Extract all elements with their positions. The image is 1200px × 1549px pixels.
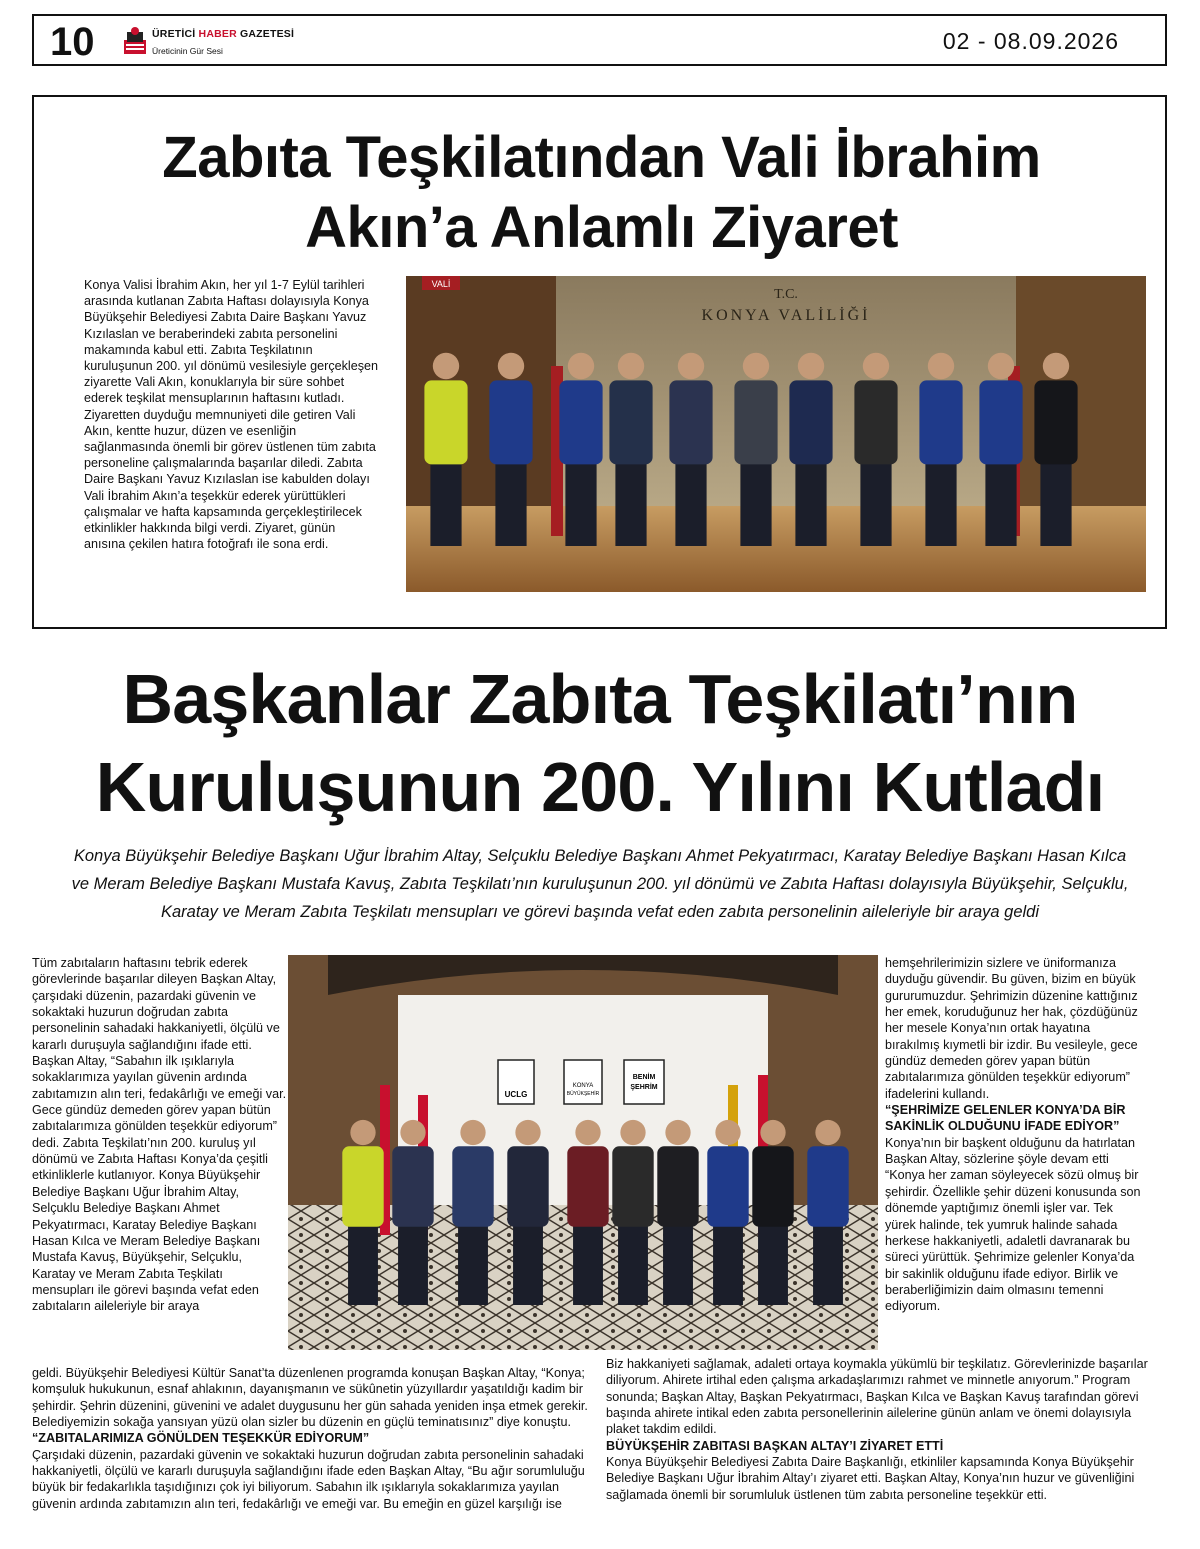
photo-person xyxy=(452,1120,493,1305)
paragraph: Çarşıdaki düzenin, pazardaki güvenin ve sokaktaki huzurun doğrudan zabıta personelinin sahadaki hakkaniyetli, ölçülü ve kararlı duruşuyla sağlandığını ifade eden Başkan Altay, “Bu ağır sorumluluğu büyük bir fedakarlıkla taşıdığınızı çok iyi biliyorum. Sabahın ilk ışıklarıyla sokaklarımıza yayılan güvenin ardında zabıtamızın alın teri, fedakârlığı ve emeği var. Bu emeğin en güzel karşılığı ise xyxy=(32,1447,585,1511)
subheading: BÜYÜKŞEHİR ZABITASI BAŞKAN ALTAY’I ZİYARET ETTİ xyxy=(606,1438,944,1453)
article2-column-bottom-right xyxy=(606,1356,1166,1503)
article2-column-right xyxy=(885,955,1147,1315)
page-header xyxy=(32,14,1167,66)
headline-line: Başkanlar Zabıta Teşkilatı’nın xyxy=(122,660,1078,738)
photo-person xyxy=(424,353,467,546)
paragraph: Konya Büyükşehir Belediyesi Zabıta Daire Başkanlığı, etkinliler kapsamında Konya Büyükşehir Belediye Başkanı Uğur İbrahim Altay’ı ziyaret etti. Başkan Altay, Konya’nın huzur ve güvenliğini sağlamada önemli bir sorumluluk üstlenen tüm zabıta personeline teşekkür etti. xyxy=(606,1455,1135,1502)
paragraph: geldi. Büyükşehir Belediyesi Kültür Sanat’ta düzenlenen programda konuşan Başkan Altay, “Konya; komşuluk hukukunun, esnaf ahlakının, dayanışmanın ve sükûnetin yüzyıllardır yaşatıldığı kadim bir şehirdir. Şehrin düzenini, güvenini ve adalet duygusunu her gün sahada yeniden inşa etmek gerekir. Belediyemizin sokağa yansıyan yüzü olan sizler bu düzenin en güçlü teminatısınız” diye konuştu. xyxy=(32,1366,588,1430)
photo-person xyxy=(979,353,1022,546)
article2-lead: Konya Büyükşehir Belediye Başkanı Uğur İbrahim Altay, Selçuklu Belediye Başkanı Ahmet Pekyatırmacı, Karatay Belediye Başkanı Hasan Kılca ve Meram Belediye Başkanı Mustafa Kavuş, Zabıta Teşkilatı’nın kuruluşunun 200. yıl dönümü ve Zabıta Haftası dolayısıyla Büyükşehir, Selçuklu, Karatay ve Meram Zabıta Teşkilatı mensupları ve görevi başında vefat eden zabıta personelinin aileleriyle bir araya geldi xyxy=(71,847,1129,921)
photo-person xyxy=(752,1120,793,1305)
photo-person xyxy=(669,353,712,546)
photo-person xyxy=(919,353,962,546)
headline-line: Akın’a Anlamlı Ziyaret xyxy=(305,195,898,260)
newspaper-name xyxy=(152,28,294,40)
photo-sign-text: VALİ xyxy=(431,279,451,289)
article-vali-visit xyxy=(32,95,1167,629)
paragraph: Konya’nın bir başkent olduğunu da hatırlatan Başkan Altay, sözlerine şöyle devam etti “Konya her zaman söyleyecek sözü olmuş bir şehirdir. Özellikle şehir düzeni konusunda son dönemde yaptığımız önemli işler var. Tek yürek halinde, tek yumruk halinde sahada herkese hakkaniyetli, adaletli davranarak bu süreci yürüttük. Şehrimize gelenler Konya’da bir sakinlik olduğunu ifade ediyor. Birlik ve beraberliğimizin daim olmasını temenni ediyorum. xyxy=(885,1135,1141,1314)
photo-person xyxy=(734,353,777,546)
photo-person xyxy=(789,353,832,546)
paper-name-part: ÜRETİCİ xyxy=(152,28,199,40)
photo-logo-text: UCLG xyxy=(504,1090,528,1099)
article2-column-left: Tüm zabıtaların haftasını tebrik ederek görevlerinde başarılar dileyen Başkan Altay, çarşıdaki düzenin, pazardaki güvenin ve sokaktaki huzurun doğrudan zabıta personelinin sahadaki hakkaniyetli, ölçülü ve kararlı duruşuyla sağlandığını ifade etti. Başkan Altay, “Sabahın ilk ışıklarıyla sokaklarımıza yayılan güvenin ardında zabıtamızın alın teri, fedakârlığı ve emeği var. Gece gündüz demeden görev yapan bütün zabıtalarımıza gönülden teşekkür ediyorum” dedi. Zabıta Teşkilatı’nın 200. kuruluş yıl dönümü ve Zabıta Haftası Konya’da çeşitli etkinliklerle kutlanıyor. Konya Büyükşehir Belediye Başkanı Uğur İbrahim Altay, Selçuklu Belediye Başkanı Ahmet Pekyatırmacı, Karatay Belediye Başkanı Hasan Kılca ve Meram Belediye Başkanı Mustafa Kavuş, Büyükşehir, Selçuklu, Karatay ve Meram Zabıta Teşkilatı mensupları ile görevi başında vefat eden zabıtaların aileleriyle bir araya xyxy=(32,956,287,1314)
photo-person xyxy=(507,1120,548,1305)
paragraph: hemşehrilerimizin sizlere ve üniformanıza duyduğu güvendir. Bu güven, bizim en büyük gururumuzdur. Şehrimizin düzenine kattığınız her emek, koruduğunuz her hak, çözdüğünüz her mesele Konya’nın ortak hayatına bırakılmış kıymetli bir izdir. Bu vesileyle, gece gündüz demeden görev yapan bütün zabıtalarımıza gönülden teşekkür ediyorum” ifadelerini kullandı. xyxy=(885,956,1138,1101)
photo-wall-text: KONYA VALİLİĞİ xyxy=(701,307,871,324)
article1-headline xyxy=(34,123,1169,263)
paragraph: Biz hakkaniyeti sağlamak, adaleti ortaya koymakla yükümlü bir teşkilatız. Görevlerinizde başarılar diliyorum. Ahirete irtihal eden çalışma arkadaşlarımızı rahmet ve minnetle anıyorum.” Program sonunda; Başkan Altay, Başkan Pekyatırmacı, Başkan Kılca ve Başkan Kavuş tarafından görevi başında ahirete intikal eden zabıta personellerinin ailelerine günün anlam ve önemi dolayısıyla plaket takdim edildi. xyxy=(606,1357,1148,1437)
headline-line: Zabıta Teşkilatından Vali İbrahim xyxy=(162,125,1041,190)
article2-headline xyxy=(0,655,1200,831)
paper-name-highlight: HABER xyxy=(198,28,237,40)
photo-person xyxy=(854,353,897,546)
paper-name-part: GAZETESİ xyxy=(236,28,295,40)
photo-logo-text: ŞEHRİM xyxy=(630,1084,658,1091)
issue-date: 02 - 08.09.2026 xyxy=(942,28,1119,54)
photo-logo-text: KONYA xyxy=(572,1083,594,1089)
subheading: “ŞEHRİMİZE GELENLER KONYA’DA BİR SAKİNLİK OLDUĞUNU İFADE EDİYOR” xyxy=(885,1103,1126,1134)
newspaper-slogan: Üreticinin Gür Sesi xyxy=(152,46,223,56)
photo-person xyxy=(342,1120,383,1305)
subheading: “ZABITALARIMIZA GÖNÜLDEN TEŞEKKÜR EDİYORUM” xyxy=(32,1431,370,1446)
photo-wall-text: T.C. xyxy=(774,287,798,302)
photo-logo-text: BENİM xyxy=(632,1074,656,1081)
photo-person xyxy=(657,1120,698,1305)
page-number: 10 xyxy=(50,20,95,64)
photo-person xyxy=(567,1120,608,1305)
article1-photo xyxy=(406,276,1146,592)
article1-body: Konya Valisi İbrahim Akın, her yıl 1-7 Eylül tarihleri arasında kutlanan Zabıta Haftası dolayısıyla Konya Büyükşehir Belediyesi Zabıta Daire Başkanı Yavuz Kızılaslan ve beraberindeki zabıta personelini makamında kabul etti. Zabıta Teşkilatının kuruluşunun 200. yıl dönümü vesilesiyle gerçekleşen ziyarette Vali Akın, konuklarıyla bir süre sohbet ederek teşkilat mensuplarının haftasını kutladı. Ziyaretten duyduğu memnuniyeti dile getiren Vali Akın, kentte huzur, düzen ve esenliğin sağlanmasında önemli bir görev üstlenen tüm zabıta personeline çalışmalarında başarılar diledi. Zabıta Daire Başkanı Yavuz Kızılaslan ise kabulden dolayı Vali İbrahim Akın’a teşekkür ederek yürüttükleri çalışmalar ve hafta kapsamında gerçekleştirilecek etkinlikler hakkında bilgi verdi. Ziyaret, günün anısına çekilen hatıra fotoğrafı ile sona erdi. xyxy=(84,278,379,552)
photo-person xyxy=(807,1120,848,1305)
photo-person xyxy=(392,1120,433,1305)
headline-line: Kuruluşunun 200. Yılını Kutladı xyxy=(95,748,1105,826)
photo-logo-text: BÜYÜKŞEHİR xyxy=(566,1091,600,1097)
photo-person xyxy=(1034,353,1077,546)
newspaper-logo-icon xyxy=(122,26,148,56)
photo-person xyxy=(612,1120,653,1305)
photo-person xyxy=(559,353,602,546)
article2-photo xyxy=(288,955,878,1350)
article2-column-bottom-left xyxy=(32,1365,592,1512)
photo-person xyxy=(707,1120,748,1305)
photo-person xyxy=(489,353,532,546)
photo-person xyxy=(609,353,652,546)
